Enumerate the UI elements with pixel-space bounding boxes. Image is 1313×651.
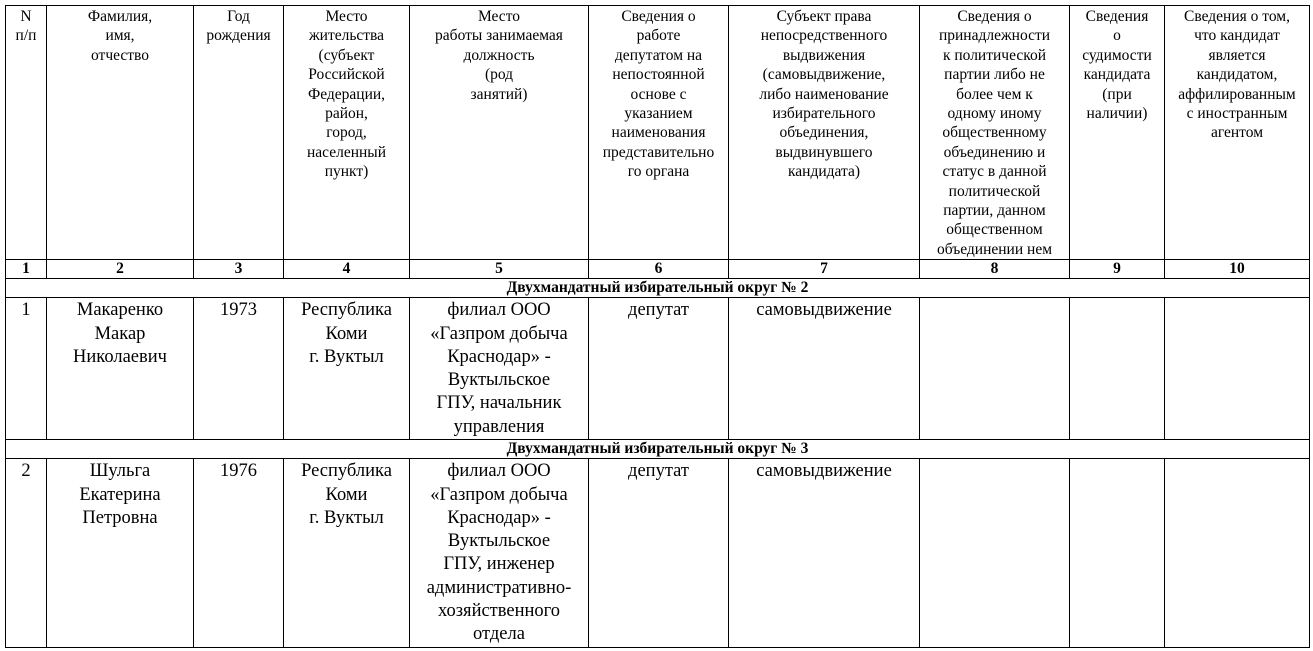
- candidate-name: Шульга Екатерина Петровна: [47, 459, 194, 647]
- candidate-birth-year: 1973: [194, 298, 284, 440]
- candidate-foreign-agent: [1165, 298, 1310, 440]
- district-title: Двухмандатный избирательный округ № 3: [6, 440, 1310, 459]
- column-number: 2: [47, 260, 194, 279]
- header-cell: Сведения о судимости кандидата (при наличии): [1070, 6, 1165, 260]
- candidate-criminal-record: [1070, 459, 1165, 647]
- candidate-work: филиал ООО «Газпром добыча Краснодар» - Вуктыльское ГПУ, начальник управления: [410, 298, 589, 440]
- header-cell: Сведения о принадлежности к политической партии либо не более чем к одному иному общественному объединению и статус в данной политической партии, данном общественном объединении нем: [920, 6, 1070, 260]
- candidate-nomination: самовыдвижение: [729, 459, 920, 647]
- header-cell: Место работы занимаемая должность (род занятий): [410, 6, 589, 260]
- column-number: 8: [920, 260, 1070, 279]
- candidate-birth-year: 1976: [194, 459, 284, 647]
- candidate-work: филиал ООО «Газпром добыча Краснодар» - Вуктыльское ГПУ, инженер административно- хозяйственного отдела: [410, 459, 589, 647]
- candidate-criminal-record: [1070, 298, 1165, 440]
- candidate-deputy-info: депутат: [589, 298, 729, 440]
- column-number: 7: [729, 260, 920, 279]
- district-heading-row: [6, 440, 1310, 459]
- table-row: [6, 298, 1310, 440]
- candidates-table: [5, 5, 1310, 648]
- candidate-residence: Республика Коми г. Вуктыл: [284, 459, 410, 647]
- header-row: [6, 6, 1310, 260]
- column-number: 4: [284, 260, 410, 279]
- district-heading-row: [6, 279, 1310, 298]
- table-row: [6, 459, 1310, 647]
- column-number: 10: [1165, 260, 1310, 279]
- candidate-party: [920, 459, 1070, 647]
- district-title: Двухмандатный избирательный округ № 2: [6, 279, 1310, 298]
- header-cell: Фамилия, имя, отчество: [47, 6, 194, 260]
- candidate-number: 1: [6, 298, 47, 440]
- candidate-number: 2: [6, 459, 47, 647]
- column-number: 6: [589, 260, 729, 279]
- header-cell: Год рождения: [194, 6, 284, 260]
- header-cell: Место жительства (субъект Российской Федерации, район, город, населенный пункт): [284, 6, 410, 260]
- column-number: 3: [194, 260, 284, 279]
- candidate-foreign-agent: [1165, 459, 1310, 647]
- column-number-row: [6, 260, 1310, 279]
- header-cell: Сведения о работе депутатом на непостоянной основе с указанием наименования представительно го органа: [589, 6, 729, 260]
- candidate-party: [920, 298, 1070, 440]
- candidate-deputy-info: депутат: [589, 459, 729, 647]
- column-number: 1: [6, 260, 47, 279]
- header-cell: Сведения о том, что кандидат является кандидатом, аффилированным с иностранным агентом: [1165, 6, 1310, 260]
- header-cell: Субъект права непосредственного выдвижения (самовыдвижение, либо наименование избирательного объединения, выдвинувшего кандидата): [729, 6, 920, 260]
- column-number: 9: [1070, 260, 1165, 279]
- candidate-residence: Республика Коми г. Вуктыл: [284, 298, 410, 440]
- header-cell: N п/п: [6, 6, 47, 260]
- candidate-name: Макаренко Макар Николаевич: [47, 298, 194, 440]
- candidate-nomination: самовыдвижение: [729, 298, 920, 440]
- column-number: 5: [410, 260, 589, 279]
